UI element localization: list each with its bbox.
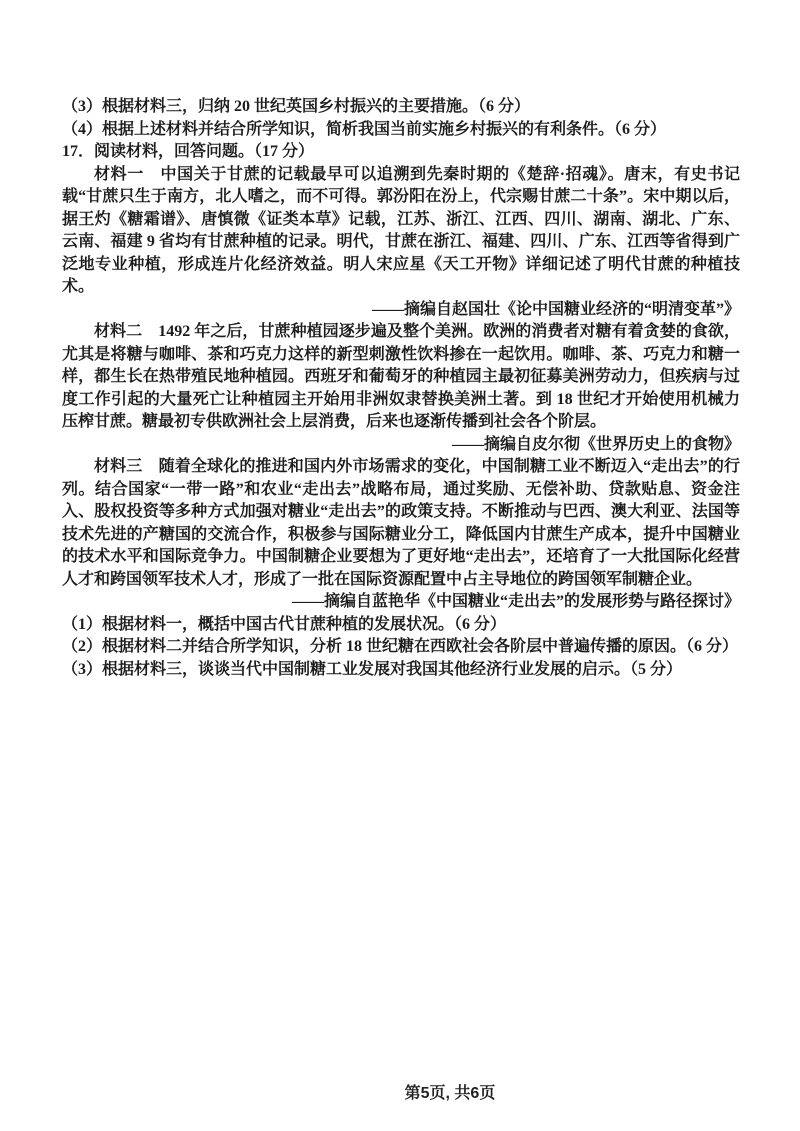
page-number-indicator: 第5页, 共6页	[404, 1085, 496, 1102]
material-two-source: ——摘编自皮尔彻《世界历史上的食物》	[451, 435, 740, 453]
question-17-sub-3: （3）根据材料三，谈谈当代中国制糖工业发展对我国其他经济行业发展的启示。（5 分）	[62, 660, 683, 678]
material-two-block	[62, 321, 740, 456]
material-one-block	[62, 164, 740, 322]
material-one-text: 材料一 中国关于甘蔗的记载最早可以追溯到先秦时期的《楚辞·招魂》。唐末，有史书记载“甘蔗只生于南方，北人嗜之，而不可得。郭汾阳在汾上，代宗赐甘蔗二十条”。宋中期以后，据王灼《糖霜谱》、唐慎微《证类本草》记载，江苏、浙江、江西、四川、湖南、湖北、广东、云南、福建 9 省均有甘蔗种植的记录。明代，甘蔗在浙江、福建、四川、广东、江西等省得到广泛地专业种植，形成连片化经济效益。明人宋应星《天工开物》详细记述了明代甘蔗的种植技术。	[62, 165, 740, 295]
question-16-part-4: （4）根据上述材料并结合所学知识，简析我国当前实施乡村振兴的有利条件。（6 分）	[62, 120, 667, 138]
material-three-block	[62, 456, 740, 614]
material-three-text: 材料三 随着全球化的推进和国内外市场需求的变化，中国制糖工业不断迈入“走出去”的行列。结合国家“一带一路”和农业“走出去”战略布局，通过奖励、无偿补助、贷款贴息、资金注入、股权投资等多种方式加强对糖业“走出去”的政策支持。不断推动与巴西、澳大利亚、法国等技术先进的产糖国的交流合作，积极参与国际糖业分工，降低国内甘蔗生产成本，提升中国糖业的技术水平和国际竞争力。中国制糖企业要想为了更好地“走出去”，还培育了一大批国际化经营人才和跨国领军技术人才，形成了一批在国际资源配置中占主导地位的跨国领军制糖企业。	[62, 458, 740, 588]
material-two-text: 材料二 1492 年之后，甘蔗种植园逐步遍及整个美洲。欧洲的消费者对糖有着贪婪的食欲，尤其是将糖与咖啡、茶和巧克力这样的新型刺激性饮料掺在一起饮用。咖啡、茶、巧克力和糖一样，都生长在热带殖民地种植园。西班牙和葡萄牙的种植园主最初征募美洲劳动力，但疾病与过度工作引起的大量死亡让种植园主开始用非洲奴隶替换美洲土著。到 18 世纪才开始使用机械力压榨甘蔗。糖最初专供欧洲社会上层消费，后来也逐渐传播到社会各个阶层。	[62, 323, 740, 430]
question-16-part-3: （3）根据材料三，归纳 20 世纪英国乡村振兴的主要措施。（6 分）	[62, 98, 531, 115]
question-17-title: 17．阅读材料，回答问题。（17 分）	[62, 143, 315, 160]
question-17-sub-1: （1）根据材料一，概括中国古代甘蔗种植的发展状况。（6 分）	[62, 615, 507, 633]
material-one-source: ——摘编自赵国壮《论中国糖业经济的“明清变革”》	[371, 300, 740, 318]
material-three-source: ——摘编自蓝艳华《中国糖业“走出去”的发展形势与路径探讨》	[291, 593, 740, 610]
question-17-sub-2: （2）根据材料二并结合所学知识，分析 18 世纪糖在西欧社会各阶层中普遍传播的原因。（6 分）	[62, 638, 739, 655]
page-content	[62, 96, 740, 681]
